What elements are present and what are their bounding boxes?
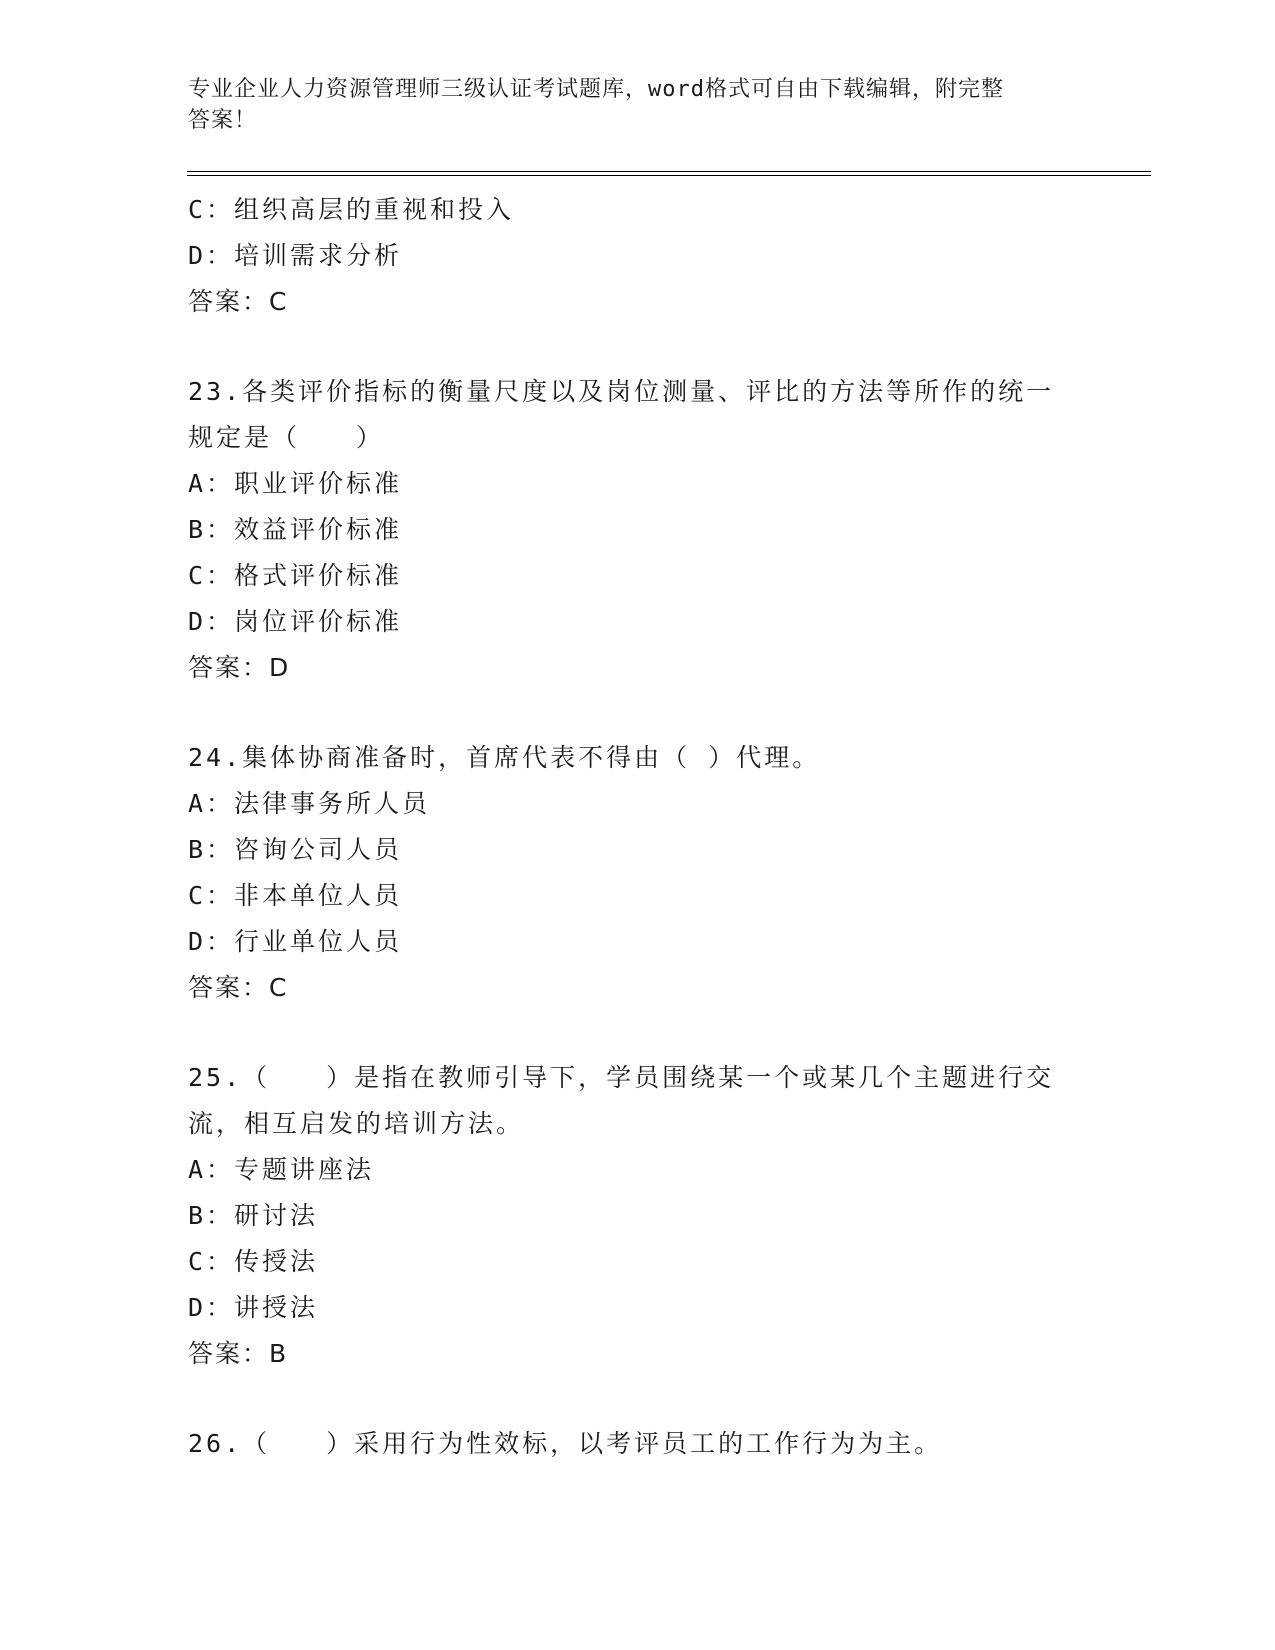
option-a: A：法律事务所人员 — [188, 789, 431, 818]
question-block-23 — [188, 369, 1088, 691]
question-stem-line-1: 26.（ ）采用行为性效标，以考评员工的工作行为为主。 — [188, 1429, 943, 1458]
option-c: C：组织高层的重视和投入 — [188, 195, 515, 224]
option-c: C：非本单位人员 — [188, 881, 403, 910]
question-list — [188, 187, 1088, 1467]
option-c: C：格式评价标准 — [188, 561, 403, 590]
answer-line: 答案：D — [188, 653, 291, 682]
option-b: B：效益评价标准 — [188, 515, 403, 544]
question-stem-line-1: 25.（ ）是指在教师引导下，学员围绕某一个或某几个主题进行交 — [188, 1063, 1055, 1092]
option-d: D：岗位评价标准 — [188, 607, 403, 636]
question-stem-line-2: 规定是（ ） — [188, 423, 385, 452]
question-stem-line-1: 23.各类评价指标的衡量尺度以及岗位测量、评比的方法等所作的统一 — [188, 377, 1055, 406]
header-line-1: 专业企业人力资源管理师三级认证考试题库，word格式可自由下载编辑，附完整 — [188, 77, 1004, 102]
question-block-22 — [188, 187, 1088, 325]
header-divider-bottom — [187, 175, 1151, 176]
answer-line: 答案：C — [188, 973, 289, 1002]
question-block-24 — [188, 735, 1088, 1011]
option-d: D：培训需求分析 — [188, 241, 403, 270]
question-block-25 — [188, 1055, 1088, 1377]
question-stem-line-1: 24.集体协商准备时，首席代表不得由（ ）代理。 — [188, 743, 821, 772]
option-c: C：传授法 — [188, 1247, 319, 1276]
answer-line: 答案：C — [188, 287, 289, 316]
document-header — [188, 74, 1068, 136]
header-divider-top — [187, 171, 1151, 172]
option-a: A：职业评价标准 — [188, 469, 403, 498]
option-d: D：行业单位人员 — [188, 927, 403, 956]
option-d: D：讲授法 — [188, 1293, 319, 1322]
question-block-26 — [188, 1421, 1088, 1467]
option-b: B：咨询公司人员 — [188, 835, 403, 864]
header-line-2: 答案！ — [188, 108, 258, 133]
option-a: A：专题讲座法 — [188, 1155, 375, 1184]
question-stem-line-2: 流，相互启发的培训方法。 — [188, 1109, 525, 1138]
option-b: B：研讨法 — [188, 1201, 319, 1230]
answer-line: 答案：B — [188, 1339, 289, 1368]
